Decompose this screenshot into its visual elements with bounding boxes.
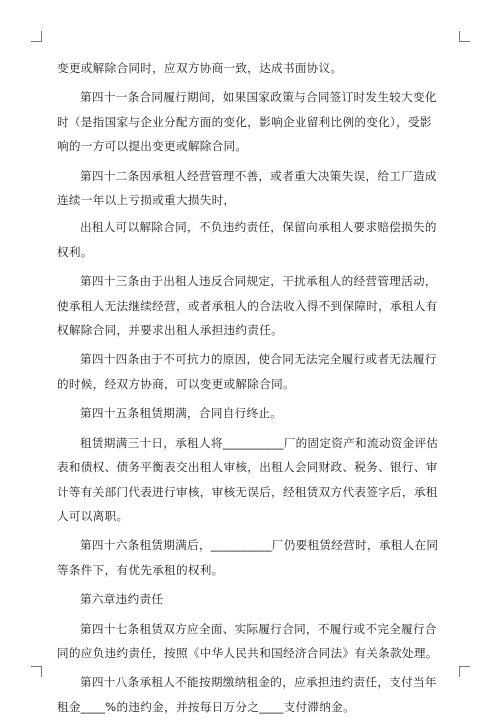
article-43: 第四十三条由于出租人违反合同规定，干扰承租人的经营管理活动，使承租人无法继续经营，或者承租人的合法收入得不到保障时，承租人有权解除合同，并要求出租人承担违约责任。 (57, 274, 438, 338)
paragraph-continuation: 变更或解除合同时，应双方协商一致，达成书面协议。 (57, 61, 343, 75)
article-41: 第四十一条合同履行期间，如果国家政策与合同签订时发生较大变化时（是指国家与企业分配方面的变化，影响企业留利比例的变化），受影响的一方可以提出变更或解除合同。 (57, 90, 437, 154)
crop-mark-top-right (459, 31, 470, 42)
article-47: 第四十七条租赁双方应全面、实际履行合同，不履行或不完全履行合同的应负违约责任，按照《中华人民共和国经济合同法》有关条款处理。 (57, 621, 438, 660)
article-42-continued: 出租人可以解除合同，不负违约责任，保留向承租人要求赔偿损失的权利。 (57, 220, 437, 259)
crop-mark-bottom-right (459, 666, 470, 677)
article-44: 第四十四条由于不可抗力的原因，使合同无法完全履行或者无法履行的时候，经双方协商，可以变更或解除合同。 (57, 352, 437, 391)
article-45: 第四十五条租赁期满，合同自行终止。 (80, 406, 283, 421)
article-46: 第四十六条租赁期满后，__________厂仍要租赁经营时，承租人在同等条件下，有优先承租的权利。 (57, 538, 439, 577)
chapter-6-heading: 第六章违约责任 (80, 592, 164, 607)
article-48: 第四十八条承租人不能按期缴纳租金的，应承担违约责任，支付当年租金____%的违约金，并按每日万分之____支付滞纳金。 (57, 675, 437, 714)
crop-mark-bottom-left (31, 666, 42, 677)
article-42: 第四十二条因承租人经营管理不善，或者重大决策失误，给工厂造成连续一年以上亏损或重大损失时， (57, 168, 437, 208)
document-body (57, 56, 443, 724)
crop-mark-top-left (31, 31, 42, 42)
article-45-detail: 租赁期满三十日，承租人将__________厂的固定资产和流动资金评估表和债权、债务平衡表交出租人审核，出租人会同财政、税务、银行、审计等有关部门代表进行审核，审核无误后，经租赁双方代表签字后，承租人可以离职。 (57, 435, 439, 523)
